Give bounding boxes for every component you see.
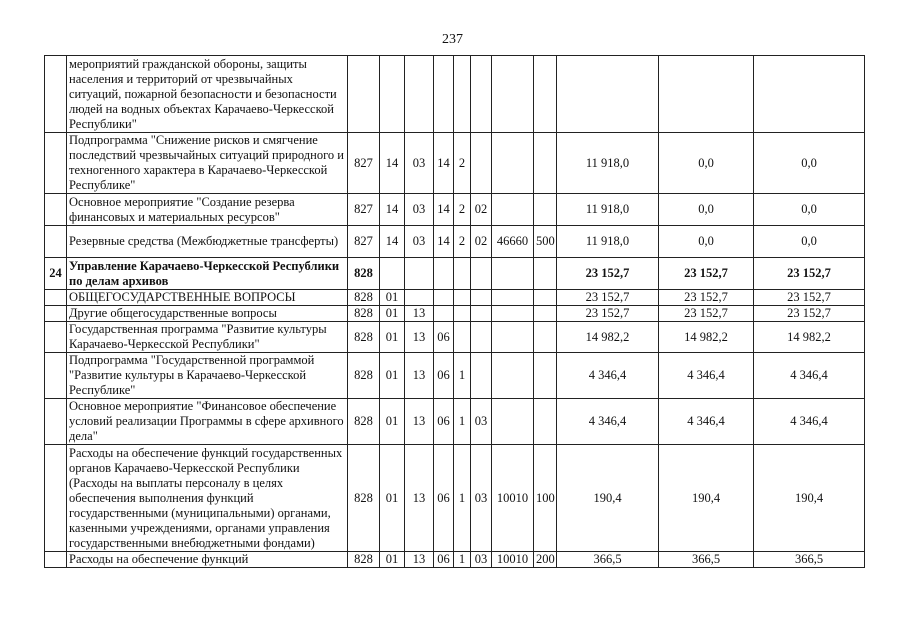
- cell-v3: 4 346,4: [754, 399, 865, 445]
- cell-c4: [434, 56, 454, 133]
- cell-v2: 190,4: [659, 445, 754, 552]
- cell-v3: 0,0: [754, 133, 865, 194]
- cell-c5: 1: [454, 399, 471, 445]
- cell-c2: 01: [380, 353, 405, 399]
- cell-v3: 23 152,7: [754, 290, 865, 306]
- cell-c2: 01: [380, 322, 405, 353]
- cell-c8: [534, 56, 557, 133]
- cell-c2: 01: [380, 399, 405, 445]
- cell-idx: [45, 445, 67, 552]
- cell-c7: 10010: [492, 445, 534, 552]
- cell-v2: 4 346,4: [659, 353, 754, 399]
- table-row: [45, 399, 865, 445]
- table-row: [45, 133, 865, 194]
- cell-c2: 01: [380, 552, 405, 568]
- cell-c4: 06: [434, 399, 454, 445]
- cell-c1: 828: [348, 258, 380, 290]
- cell-idx: [45, 194, 67, 226]
- cell-c4: [434, 258, 454, 290]
- cell-c1: 827: [348, 194, 380, 226]
- cell-v2: [659, 56, 754, 133]
- cell-v1: 23 152,7: [557, 290, 659, 306]
- cell-c7: [492, 399, 534, 445]
- cell-c7: [492, 290, 534, 306]
- cell-v1: [557, 56, 659, 133]
- cell-v1: 14 982,2: [557, 322, 659, 353]
- cell-v1: 23 152,7: [557, 258, 659, 290]
- cell-name: ОБЩЕГОСУДАРСТВЕННЫЕ ВОПРОСЫ: [67, 290, 348, 306]
- cell-c7: 46660: [492, 226, 534, 258]
- cell-c8: [534, 306, 557, 322]
- cell-c3: 13: [405, 306, 434, 322]
- cell-c7: [492, 353, 534, 399]
- cell-c2: 01: [380, 306, 405, 322]
- cell-c3: 13: [405, 399, 434, 445]
- cell-c5: 1: [454, 552, 471, 568]
- cell-name: мероприятий гражданской обороны, защиты населения и территорий от чрезвычайных ситуаций, пожарной безопасности и безопасности людей на водных объектах Карачаево-Черкесской Республики": [67, 56, 348, 133]
- cell-v3: 0,0: [754, 226, 865, 258]
- cell-v3: 0,0: [754, 194, 865, 226]
- cell-v3: 23 152,7: [754, 258, 865, 290]
- cell-v3: 23 152,7: [754, 306, 865, 322]
- cell-c6: 02: [471, 226, 492, 258]
- table-body: [45, 56, 865, 568]
- cell-c8: [534, 194, 557, 226]
- cell-c1: [348, 56, 380, 133]
- table-row: [45, 353, 865, 399]
- cell-name: Управление Карачаево-Черкесской Республики по делам архивов: [67, 258, 348, 290]
- cell-c3: 03: [405, 194, 434, 226]
- cell-c2: 01: [380, 290, 405, 306]
- cell-name: Расходы на обеспечение функций: [67, 552, 348, 568]
- cell-c4: 14: [434, 194, 454, 226]
- cell-v2: 23 152,7: [659, 306, 754, 322]
- cell-c1: 828: [348, 353, 380, 399]
- cell-c6: 03: [471, 399, 492, 445]
- cell-c8: [534, 258, 557, 290]
- cell-c6: 03: [471, 552, 492, 568]
- cell-v2: 0,0: [659, 133, 754, 194]
- table-row: [45, 445, 865, 552]
- cell-v1: 11 918,0: [557, 226, 659, 258]
- cell-idx: [45, 399, 67, 445]
- cell-name: Основное мероприятие "Финансовое обеспечение условий реализации Программы в сфере архивного дела": [67, 399, 348, 445]
- cell-c4: 06: [434, 322, 454, 353]
- cell-c4: [434, 306, 454, 322]
- cell-c1: 827: [348, 226, 380, 258]
- cell-c3: [405, 258, 434, 290]
- cell-c3: 03: [405, 133, 434, 194]
- cell-c5: 2: [454, 194, 471, 226]
- table-row: [45, 552, 865, 568]
- cell-c6: [471, 322, 492, 353]
- cell-c3: 13: [405, 552, 434, 568]
- cell-c8: [534, 322, 557, 353]
- cell-c5: [454, 306, 471, 322]
- cell-v1: 4 346,4: [557, 399, 659, 445]
- cell-c1: 828: [348, 290, 380, 306]
- cell-c5: [454, 258, 471, 290]
- cell-c2: 14: [380, 194, 405, 226]
- cell-v3: 366,5: [754, 552, 865, 568]
- cell-idx: [45, 133, 67, 194]
- cell-name: Государственная программа "Развитие культуры Карачаево-Черкесской Республики": [67, 322, 348, 353]
- table-row: [45, 290, 865, 306]
- cell-c1: 828: [348, 306, 380, 322]
- page-number: 237: [442, 32, 463, 47]
- cell-v3: [754, 56, 865, 133]
- cell-c7: [492, 133, 534, 194]
- cell-c3: 03: [405, 226, 434, 258]
- cell-v2: 14 982,2: [659, 322, 754, 353]
- cell-c3: 13: [405, 353, 434, 399]
- cell-v2: 23 152,7: [659, 258, 754, 290]
- cell-v3: 4 346,4: [754, 353, 865, 399]
- cell-idx: [45, 226, 67, 258]
- table-row: [45, 258, 865, 290]
- cell-c2: 01: [380, 445, 405, 552]
- cell-c3: 13: [405, 322, 434, 353]
- cell-c1: 828: [348, 322, 380, 353]
- cell-idx: [45, 353, 67, 399]
- cell-name: Подпрограмма "Государственной программой "Развитие культуры в Карачаево-Черкесской Республике": [67, 353, 348, 399]
- cell-v1: 11 918,0: [557, 133, 659, 194]
- budget-table: [44, 55, 865, 568]
- cell-idx: [45, 306, 67, 322]
- cell-c7: [492, 194, 534, 226]
- cell-c1: 828: [348, 399, 380, 445]
- cell-v1: 190,4: [557, 445, 659, 552]
- cell-idx: [45, 322, 67, 353]
- cell-name: Резервные средства (Межбюджетные трансферты): [67, 226, 348, 258]
- cell-c7: [492, 56, 534, 133]
- cell-c5: [454, 290, 471, 306]
- cell-c6: [471, 133, 492, 194]
- cell-c8: [534, 133, 557, 194]
- cell-v1: 366,5: [557, 552, 659, 568]
- cell-c8: [534, 399, 557, 445]
- cell-name: Основное мероприятие "Создание резерва финансовых и материальных ресурсов": [67, 194, 348, 226]
- cell-name: Расходы на обеспечение функций государственных органов Карачаево-Черкесской Республики (Расходы на выплаты персоналу в целях обеспечения выполнения функций государственными (муниципальными) органами, казенными учреждениями, органами управления государственными внебюджетными фондами): [67, 445, 348, 552]
- table-row: [45, 56, 865, 133]
- cell-c6: 03: [471, 445, 492, 552]
- cell-c4: 14: [434, 226, 454, 258]
- cell-c5: [454, 322, 471, 353]
- cell-c4: 14: [434, 133, 454, 194]
- cell-idx: [45, 552, 67, 568]
- cell-v2: 366,5: [659, 552, 754, 568]
- cell-c6: [471, 56, 492, 133]
- cell-c2: 14: [380, 226, 405, 258]
- cell-v2: 4 346,4: [659, 399, 754, 445]
- cell-c6: [471, 353, 492, 399]
- cell-c8: 200: [534, 552, 557, 568]
- cell-c5: 2: [454, 226, 471, 258]
- cell-name: Другие общегосударственные вопросы: [67, 306, 348, 322]
- cell-c3: 13: [405, 445, 434, 552]
- cell-c8: [534, 353, 557, 399]
- cell-c6: [471, 306, 492, 322]
- cell-c8: 100: [534, 445, 557, 552]
- cell-idx: [45, 56, 67, 133]
- cell-c7: [492, 306, 534, 322]
- cell-c5: [454, 56, 471, 133]
- cell-c7: [492, 258, 534, 290]
- cell-v2: 23 152,7: [659, 290, 754, 306]
- cell-c2: [380, 258, 405, 290]
- cell-c1: 828: [348, 445, 380, 552]
- cell-c5: 1: [454, 353, 471, 399]
- cell-c3: [405, 290, 434, 306]
- cell-v2: 0,0: [659, 226, 754, 258]
- table-row: [45, 306, 865, 322]
- cell-c8: 500: [534, 226, 557, 258]
- cell-c7: 10010: [492, 552, 534, 568]
- cell-c5: 1: [454, 445, 471, 552]
- cell-idx: 24: [45, 258, 67, 290]
- cell-c1: 828: [348, 552, 380, 568]
- cell-v1: 11 918,0: [557, 194, 659, 226]
- cell-c4: [434, 290, 454, 306]
- cell-c1: 827: [348, 133, 380, 194]
- table-row: [45, 322, 865, 353]
- table-row: [45, 194, 865, 226]
- cell-idx: [45, 290, 67, 306]
- cell-c6: [471, 290, 492, 306]
- cell-c8: [534, 290, 557, 306]
- cell-v1: 4 346,4: [557, 353, 659, 399]
- cell-c6: 02: [471, 194, 492, 226]
- cell-v1: 23 152,7: [557, 306, 659, 322]
- cell-v3: 190,4: [754, 445, 865, 552]
- table-row: [45, 226, 865, 258]
- cell-c4: 06: [434, 353, 454, 399]
- cell-c4: 06: [434, 445, 454, 552]
- cell-c6: [471, 258, 492, 290]
- cell-v2: 0,0: [659, 194, 754, 226]
- cell-c4: 06: [434, 552, 454, 568]
- cell-name: Подпрограмма "Снижение рисков и смягчение последствий чрезвычайных ситуаций природного и техногенного характера в Карачаево-Черкесской Республике": [67, 133, 348, 194]
- cell-c7: [492, 322, 534, 353]
- cell-c2: [380, 56, 405, 133]
- cell-v3: 14 982,2: [754, 322, 865, 353]
- cell-c2: 14: [380, 133, 405, 194]
- cell-c5: 2: [454, 133, 471, 194]
- cell-c3: [405, 56, 434, 133]
